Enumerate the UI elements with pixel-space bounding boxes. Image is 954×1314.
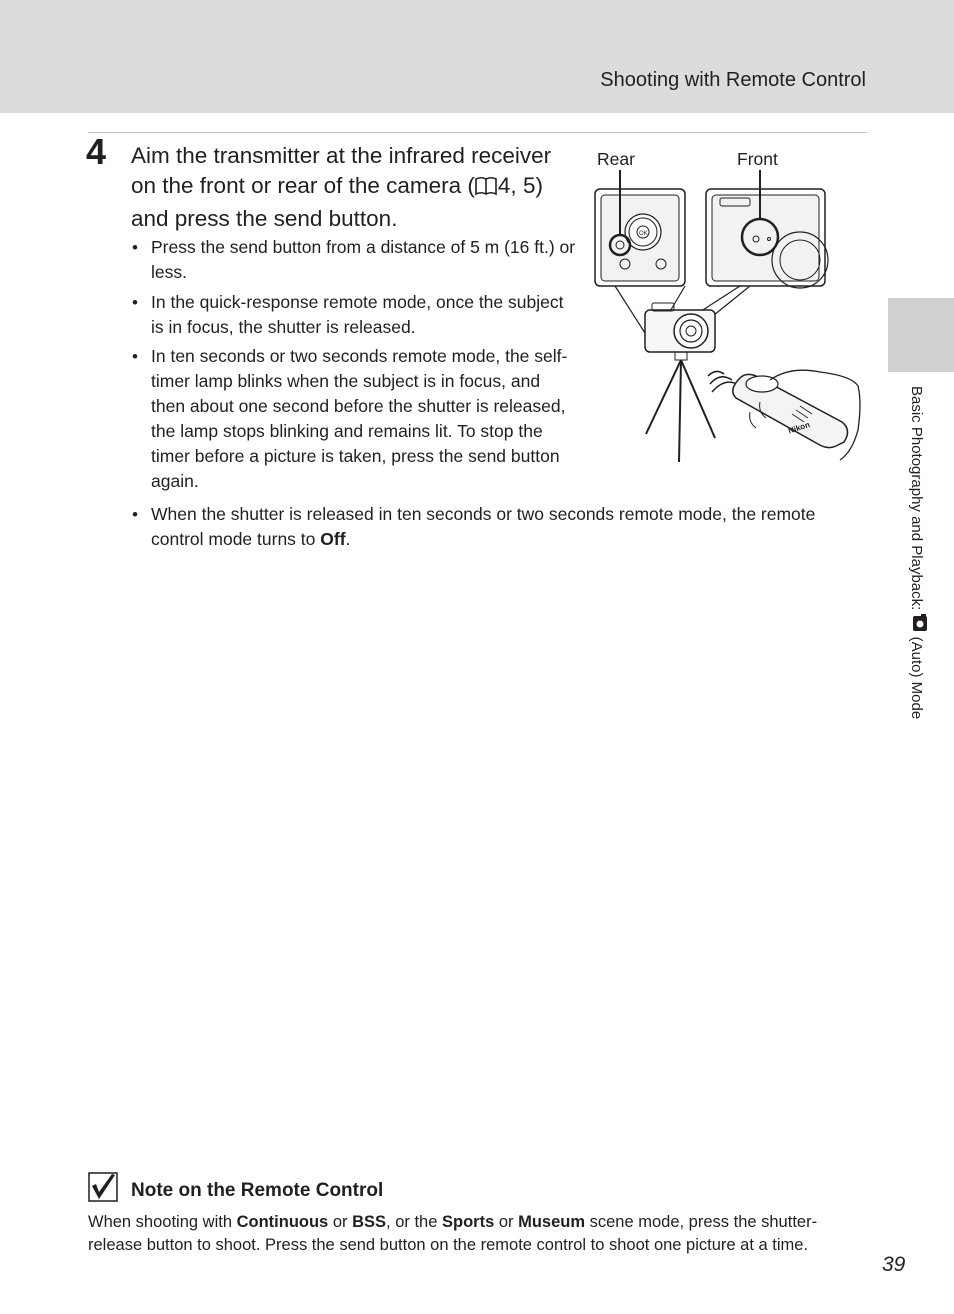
note-text-1: When shooting with [88,1213,237,1231]
step-heading-part1: Aim the transmitter at the infrared receiver on the front or rear of the camera ( [131,143,552,198]
list-item: • In ten seconds or two seconds remote mode, the self-timer lamp blinks when the subject is in focus, and then about one second before the shutter is released, the lamp stops blinking and remains lit. To stop the timer before a picture is taken, press the send button again. [131,344,576,494]
list-item [131,502,871,552]
note-text-5: scene mode, press the shutter-release button to shoot. Press the send button on the remote control to shoot one picture at a time. [88,1213,818,1254]
side-text-before: Basic Photography and Playback: [908,386,925,615]
section-title: Shooting with Remote Control [600,69,866,91]
header-band [0,0,954,113]
front-label: Front [737,149,778,169]
chapter-side-text [906,386,930,719]
step-number: 4 [86,131,107,172]
camera-remote-drawing [590,140,870,470]
rear-label: Rear [597,149,635,169]
page-number: 39 [882,1253,906,1276]
rear-inset [595,170,685,286]
ok-button-label: OK [639,231,648,237]
book-reference-icon [475,174,497,204]
note-text-3: , or the [386,1213,442,1231]
chapter-tab [888,298,954,372]
list-item: • In the quick-response remote mode, once the subject is in focus, the shutter is released. [131,290,576,340]
remote-in-hand [733,370,860,460]
museum-term: Museum [518,1213,586,1231]
check-mark-icon [88,1172,118,1207]
side-text-after: (Auto) Mode [908,632,925,720]
continuous-term: Continuous [236,1213,329,1231]
note-text-4: or [494,1213,519,1231]
last-bullet-end: . [345,529,351,549]
step-heading [131,141,581,234]
note-text-2: or [328,1213,353,1231]
note-body [88,1211,870,1257]
remote-control-illustration [590,140,870,470]
remote-brand-label: Nikon [787,420,811,436]
step-heading-ref: 4, 5) [497,173,543,198]
camera-on-tripod [645,303,715,462]
step-heading-part2: and press the send button. [131,206,398,231]
off-term: Off [320,529,346,549]
camera-icon [910,614,930,632]
header-rule [88,132,867,133]
front-inset [706,170,828,288]
step-bullet-list [131,235,576,499]
step-bullet-list-wide [131,502,871,557]
note-title: Note on the Remote Control [131,1180,384,1201]
sports-term: Sports [441,1213,495,1231]
list-item: • Press the send button from a distance of 5 m (16 ft.) or less. [131,235,576,285]
bss-term: BSS [352,1213,387,1231]
last-bullet-text: When the shutter is released in ten seconds or two seconds remote mode, the remote control mode turns to [151,504,816,549]
